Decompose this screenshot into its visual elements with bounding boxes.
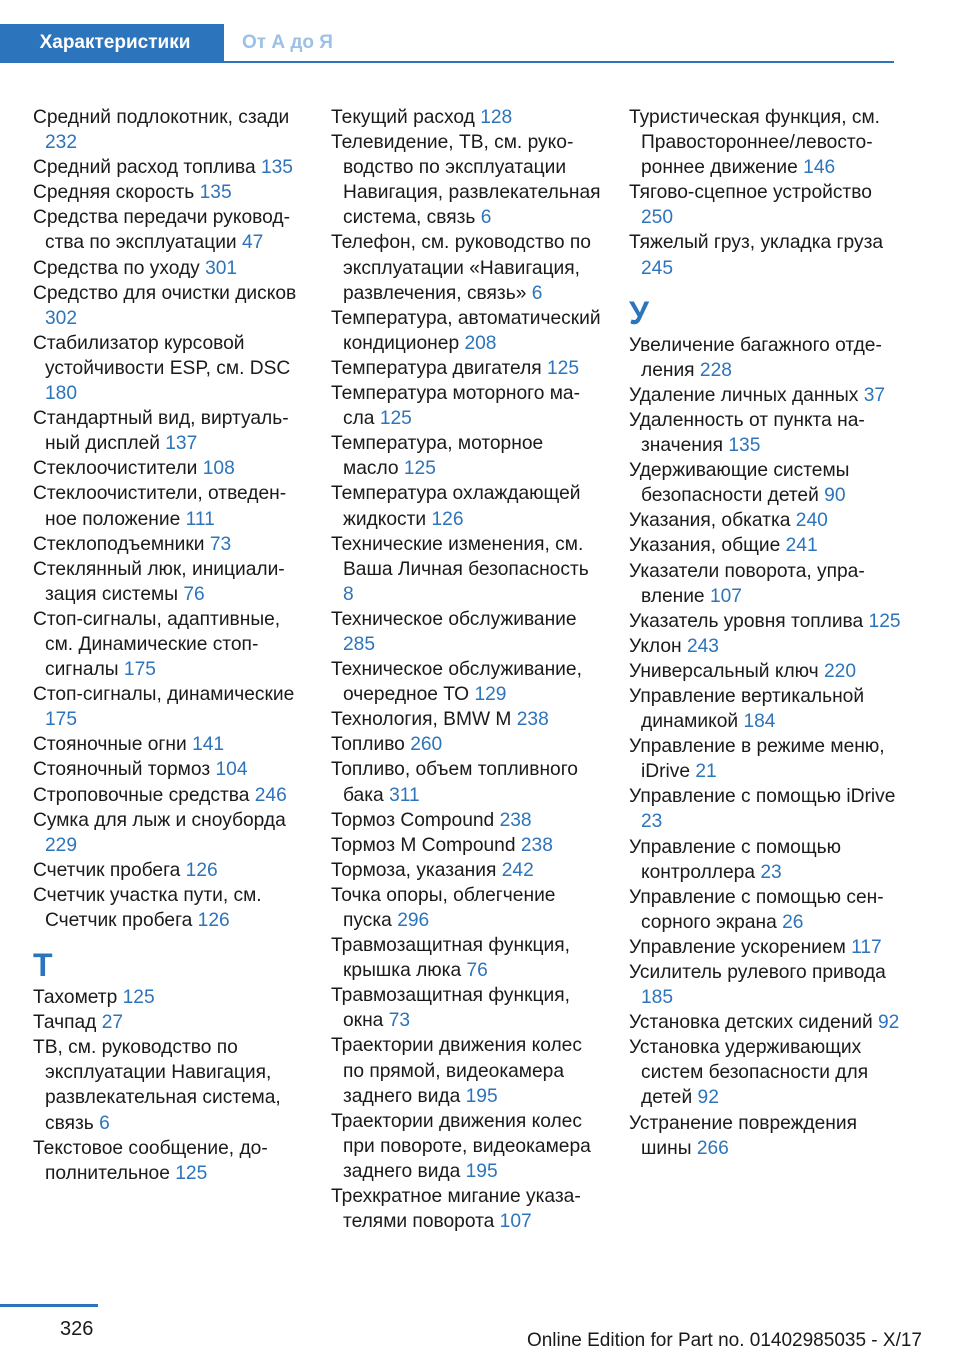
index-entry [331, 481, 603, 531]
index-entry-text: Устранение повреждения шины [629, 1112, 858, 1159]
page-link[interactable]: 266 [696, 1137, 729, 1159]
page-link[interactable]: 220 [823, 660, 856, 682]
page-link[interactable]: 6 [531, 282, 543, 304]
index-entry [629, 105, 901, 180]
index-entry [629, 533, 901, 558]
page-link[interactable]: 47 [241, 232, 264, 254]
index-entry-text: Стеклянный люк, инициализация системы [33, 558, 285, 605]
page-link[interactable]: 128 [480, 107, 513, 128]
page-link[interactable]: 125 [379, 408, 412, 430]
index-entry [629, 508, 901, 533]
index-entry [33, 858, 301, 883]
index-entry [331, 808, 603, 833]
index-entry-text: Управление ускорением [629, 936, 846, 958]
index-entry-text: Тяжелый груз, укладка груза [629, 232, 884, 254]
index-entry-text: Тачпад [33, 1012, 97, 1034]
index-entry-text: Тормоз M Compound [331, 834, 516, 856]
index-entry-text: Тормоз Compound [331, 809, 495, 831]
index-entry [33, 732, 301, 757]
index-entry [331, 130, 603, 230]
footer-divider [0, 1304, 98, 1307]
index-column-3 [629, 105, 901, 1161]
index-entry-text: Телефон, см. руководство по эксплуатации «Навигация, развлечения, связь» [331, 232, 591, 304]
index-entry [33, 281, 301, 331]
page-link[interactable]: 185 [641, 987, 674, 1009]
page-link[interactable]: 37 [863, 384, 886, 406]
page-link[interactable]: 125 [547, 357, 580, 379]
index-column-1 [33, 105, 301, 1186]
page-link[interactable]: 135 [260, 157, 293, 179]
index-entry [331, 306, 603, 356]
page-link[interactable]: 135 [199, 182, 232, 204]
index-entry [629, 960, 901, 1010]
index-entry [33, 205, 301, 255]
index-entry-text: Усилитель рулевого привода [629, 962, 886, 983]
index-entry-text: Температура моторного масла [331, 383, 580, 430]
index-entry [629, 935, 901, 960]
page-link[interactable]: 6 [480, 207, 492, 229]
index-entry [629, 885, 901, 935]
index-entry [331, 381, 603, 431]
index-entry-text: Тягово-сцепное устройство [629, 182, 872, 204]
index-entry-text: Установка детских сидений [629, 1012, 873, 1034]
page-link[interactable]: 180 [45, 383, 78, 405]
index-entry [629, 333, 901, 383]
page-link[interactable]: 117 [851, 936, 882, 958]
index-entry-text: Травмозащитная функция, крышка люка [331, 935, 570, 982]
page-link[interactable]: 23 [641, 811, 663, 833]
page-link[interactable]: 125 [403, 458, 436, 480]
index-entry-text: Стабилизатор курсовой устойчивости ESP, см. DSC [33, 332, 291, 379]
page-link[interactable]: 135 [728, 435, 761, 457]
index-entry-text: Топливо [331, 734, 405, 756]
page-link[interactable]: 146 [803, 157, 836, 179]
page-link[interactable]: 243 [686, 635, 719, 657]
index-entry-text: Стеклоподъемники [33, 533, 205, 555]
page-link[interactable]: 8 [343, 583, 354, 605]
index-entry-text: ТВ, см. руководство по эксплуатации Навигация, развлекательная система, связь [33, 1037, 281, 1134]
page-link[interactable]: 137 [165, 433, 198, 455]
page-link[interactable]: 90 [824, 485, 846, 507]
page-link[interactable]: 126 [431, 508, 464, 530]
index-entry [331, 431, 603, 481]
index-entry-text: Указания, обкатка [629, 510, 791, 532]
index-entry-text: Стеклоочистители, отведенное положение [33, 483, 287, 530]
index-entry [331, 858, 603, 883]
index-entry [33, 1136, 301, 1186]
index-entry-text: Стоп-сигналы, динамические [33, 684, 295, 706]
page-link[interactable]: 208 [464, 332, 497, 354]
page-link[interactable]: 141 [192, 734, 225, 756]
index-entry [331, 532, 603, 607]
page-link[interactable]: 285 [343, 633, 376, 655]
index-entry-text: Стояночный тормоз [33, 759, 211, 781]
index-entry [331, 1184, 603, 1234]
index-entry-text: Указатель уровня топлива [629, 610, 864, 632]
index-entry-text: Удерживающие системы безопасности детей [629, 460, 850, 507]
page-link[interactable]: 175 [123, 659, 156, 681]
index-entry-text: Удаление личных данных [629, 384, 859, 406]
index-entry-text: Управление с помощью iDrive [629, 786, 896, 808]
index-entry [629, 634, 901, 659]
index-entry [33, 808, 301, 858]
index-entry [33, 406, 301, 456]
page-link[interactable]: 92 [697, 1087, 719, 1109]
index-entry-text: Трехкратное мигание указателями поворота [331, 1186, 581, 1233]
index-entry-text: Траектории движения колес при повороте, видеокамера заднего вида [331, 1110, 591, 1182]
index-entry-text: Топливо, объем топливного бака [331, 759, 578, 806]
page-link[interactable]: 76 [183, 583, 205, 605]
index-entry-text: Стеклоочистители [33, 458, 198, 480]
tab-characteristics[interactable]: Характеристики [0, 24, 224, 62]
page-link[interactable]: 311 [389, 784, 420, 806]
page-link[interactable]: 229 [45, 834, 78, 856]
index-entry [331, 1109, 603, 1184]
index-entry-text: Стояночные огни [33, 734, 187, 756]
index-entry [331, 356, 603, 381]
index-entry [629, 1010, 901, 1035]
index-entry [33, 481, 301, 531]
index-entry-text: Температура, автоматический кондиционер [331, 307, 601, 354]
index-entry [629, 458, 901, 508]
index-entry [331, 707, 603, 732]
index-entry-text: Текущий расход [331, 107, 475, 128]
index-entry-text: Техническое обслуживание, очередное ТО [331, 659, 582, 706]
index-entry [629, 1111, 901, 1161]
tab-a-to-z[interactable]: От А до Я [242, 32, 333, 53]
index-entry [331, 933, 603, 983]
index-entry-text: Туристическая функция, см. Правостороннее/левостороннее движение [629, 107, 881, 179]
index-entry [33, 757, 301, 782]
index-entry [331, 983, 603, 1033]
index-entry [629, 684, 901, 734]
index-entry-text: Температура, моторное масло [331, 433, 544, 480]
page-link[interactable]: 73 [209, 533, 232, 555]
page-link[interactable]: 125 [175, 1162, 208, 1184]
index-entry-text: Стоп-сигналы, адаптивные, см. Динамические стоп-сигналы [33, 608, 281, 681]
page-link[interactable]: 108 [202, 458, 235, 480]
index-entry [331, 607, 603, 657]
index-entry [629, 180, 901, 230]
index-entry [33, 1010, 301, 1035]
index-entry [33, 331, 301, 406]
page-link[interactable]: 238 [520, 834, 553, 856]
index-entry [33, 532, 301, 557]
index-entry-text: Текстовое сообщение, дополнительное [33, 1137, 268, 1184]
index-entry [33, 105, 301, 155]
index-entry-text: Тахометр [33, 987, 118, 1009]
index-entry-text: Технология, BMW M [331, 709, 512, 731]
page-link[interactable]: 125 [868, 610, 901, 632]
index-entry [33, 180, 301, 205]
index-entry [331, 883, 603, 933]
header-divider [0, 61, 894, 63]
index-entry-text: Уклон [629, 635, 682, 657]
page-link[interactable]: 104 [215, 759, 248, 781]
page-link[interactable]: 184 [743, 711, 776, 733]
index-entry [33, 783, 301, 808]
page-link[interactable]: 92 [878, 1012, 900, 1034]
page-link[interactable]: 238 [516, 709, 549, 731]
page-link[interactable]: 238 [499, 809, 532, 831]
index-entry-text: Телевидение, ТВ, см. руководство по эксплуатации Навигация, развлекательная система, связь [331, 132, 601, 229]
page-link[interactable]: 76 [466, 960, 488, 982]
index-entry [629, 383, 901, 408]
page-link[interactable]: 6 [99, 1112, 110, 1134]
index-entry [629, 734, 901, 784]
index-entry-text: Точка опоры, облегчение пуска [331, 884, 556, 931]
page-number: 326 [60, 1318, 94, 1340]
index-entry [33, 607, 301, 682]
page-link[interactable]: 241 [785, 535, 818, 557]
page-link[interactable]: 111 [185, 508, 215, 530]
index-entry-text: Увеличение багажного отделения [629, 334, 882, 381]
index-entry-text: Указания, общие [629, 535, 781, 557]
page-link[interactable]: 250 [641, 207, 674, 229]
index-column-2 [331, 105, 603, 1234]
index-entry [331, 1033, 603, 1108]
page-link[interactable]: 26 [782, 911, 804, 933]
page-link[interactable]: 260 [410, 734, 443, 756]
page-link[interactable]: 232 [45, 132, 78, 154]
index-entry-text: Универсальный ключ [629, 660, 819, 682]
page-link[interactable]: 107 [709, 585, 742, 607]
index-entry-text: Управление с помощью сенсорного экрана [629, 886, 884, 933]
index-entry [629, 230, 901, 280]
index-entry [331, 230, 603, 305]
index-entry-text: Температура двигателя [331, 357, 542, 379]
index-entry-text: Управление с помощью контроллера [629, 836, 842, 883]
index-entry [331, 757, 603, 807]
index-entry-text: Средства по уходу [33, 257, 200, 279]
index-entry [629, 609, 901, 634]
index-entry-text: Стандартный вид, виртуальный дисплей [33, 408, 289, 455]
index-entry-text: Средний подлокотник, сзади [33, 107, 290, 128]
index-entry-text: Установка удерживающих систем безопасности для детей [629, 1037, 869, 1109]
page-link[interactable]: 21 [695, 761, 717, 783]
index-entry [33, 1035, 301, 1135]
index-entry-text: Счетчик пробега [33, 859, 181, 881]
index-entry-text: Средний расход топлива [33, 157, 256, 179]
index-entry [33, 256, 301, 281]
section-letter: У [629, 294, 649, 331]
index-entry-text: Средняя скорость [33, 182, 195, 204]
section-letter: Т [33, 947, 53, 984]
index-entry [629, 1035, 901, 1110]
page-link[interactable]: 245 [641, 257, 674, 279]
page-header [0, 0, 960, 66]
page-link[interactable]: 302 [45, 307, 78, 329]
page-link[interactable]: 73 [388, 1010, 411, 1032]
page-link[interactable]: 126 [185, 859, 218, 881]
index-entry-text: Управление вертикальной динамикой [629, 685, 865, 733]
page-link[interactable]: 129 [474, 684, 507, 706]
index-entry [331, 105, 603, 130]
page-link[interactable]: 23 [760, 861, 782, 883]
index-entry [33, 557, 301, 607]
index-entry [629, 659, 901, 684]
index-entry [33, 883, 301, 933]
index-entry [33, 682, 301, 732]
index-entry-text: Траектории движения колес по прямой, видеокамера заднего вида [331, 1035, 582, 1107]
index-entry-text: Удаленность от пункта назначения [629, 409, 865, 457]
index-entry-text: Средство для очистки дисков [33, 282, 297, 304]
index-entry [629, 559, 901, 609]
page-link[interactable]: 228 [699, 359, 732, 381]
index-entry-text: Технические изменения, см. Ваша Личная безопасность [331, 533, 589, 580]
page-link[interactable]: 296 [397, 910, 430, 931]
page-link[interactable]: 27 [101, 1012, 124, 1034]
page-link[interactable]: 195 [465, 1085, 498, 1107]
page-link[interactable]: 240 [795, 510, 828, 532]
index-entry-text: Счетчик участка пути, см. Счетчик пробега [33, 884, 262, 931]
page-link[interactable]: 242 [501, 859, 534, 881]
index-entry-text: Техническое обслуживание [331, 608, 577, 630]
index-entry [629, 408, 901, 458]
index-entry [629, 835, 901, 885]
page-link[interactable]: 175 [45, 709, 78, 731]
index-entry-text: Указатели поворота, управление [629, 560, 865, 607]
page-link[interactable]: 195 [465, 1160, 498, 1182]
index-entry-text: Температура охлаждающей жидкости [331, 483, 581, 530]
page-link[interactable]: 107 [499, 1211, 532, 1233]
index-entry [33, 456, 301, 481]
index-entry-text: Сумка для лыж и сноуборда [33, 809, 286, 831]
index-entry-text: Травмозащитная функция, окна [331, 985, 570, 1032]
page-link[interactable]: 126 [197, 910, 230, 931]
index-entry [331, 833, 603, 858]
edition-note: Online Edition for Part no. 01402985035 - X/17 [526, 1330, 922, 1351]
index-entry-text: Тормоза, указания [331, 859, 497, 881]
page-link[interactable]: 301 [205, 257, 238, 279]
page-link[interactable]: 125 [122, 987, 155, 1009]
index-entry [331, 732, 603, 757]
index-entry [629, 784, 901, 834]
index-entry [33, 155, 301, 180]
index-entry [33, 985, 301, 1010]
page-link[interactable]: 246 [254, 784, 287, 806]
index-entry [331, 657, 603, 707]
index-entry-text: Строповочные средства [33, 784, 250, 806]
index-entry-text: Управление в режиме меню, iDrive [629, 736, 885, 783]
index-entry-text: Средства передачи руководства по эксплуатации [33, 207, 290, 254]
